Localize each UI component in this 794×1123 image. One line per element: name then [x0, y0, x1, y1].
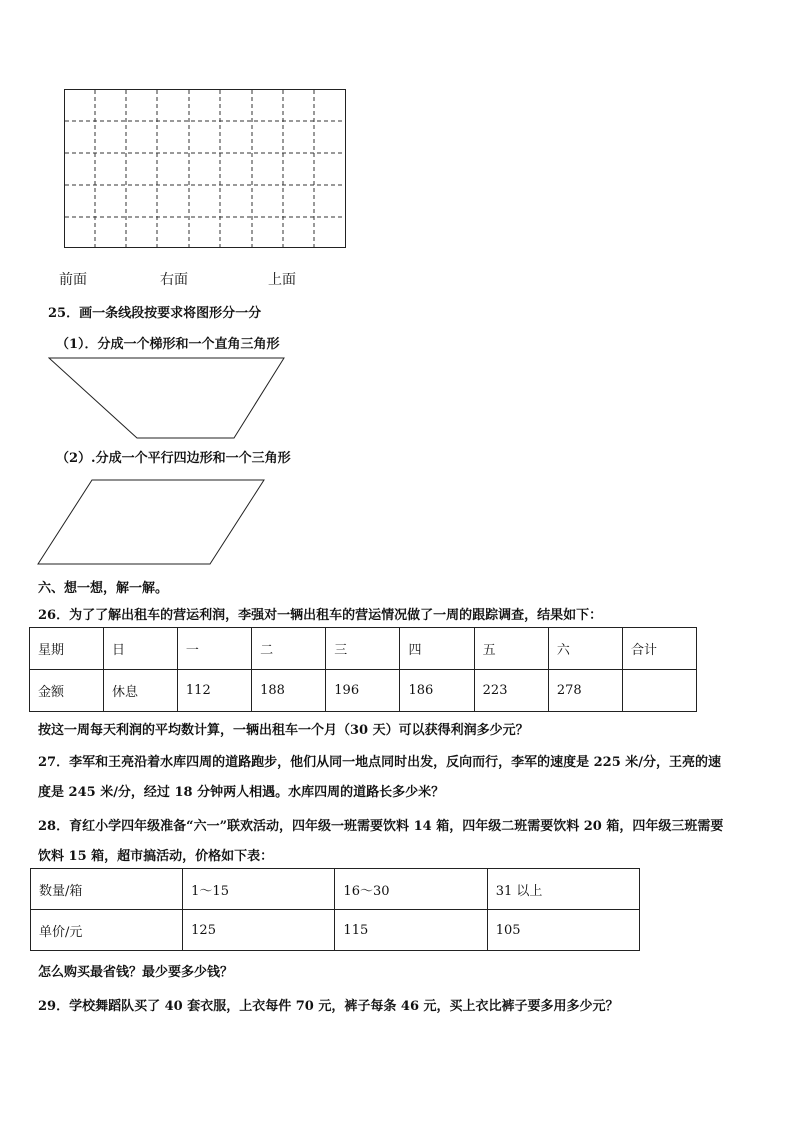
label-top-view: 上面	[268, 272, 296, 288]
table-cell: 278	[548, 670, 622, 712]
table-row	[31, 910, 640, 951]
table-cell: 31 以上	[487, 869, 639, 910]
parallelogram-shape	[38, 480, 264, 564]
trapezoid-shape	[49, 358, 284, 438]
q25-part1: （1）．分成一个梯形和一个直角三角形	[56, 337, 280, 352]
table-cell: 日	[103, 628, 177, 670]
table-cell: 五	[474, 628, 548, 670]
table-cell: 105	[487, 910, 639, 951]
table-cell: 115	[335, 910, 487, 951]
table-row	[30, 670, 697, 712]
table-cell: 196	[326, 670, 400, 712]
label-front-view: 前面	[59, 272, 87, 288]
section-6-title: 六、想一想，解一解。	[38, 581, 169, 596]
grid-border	[65, 90, 346, 248]
table-cell: 1～15	[183, 869, 335, 910]
table-cell: 六	[548, 628, 622, 670]
trapezoid-svg	[48, 356, 288, 442]
table-cell: 二	[252, 628, 326, 670]
price-table	[30, 868, 640, 951]
table-cell: 16～30	[335, 869, 487, 910]
q26-title: 26．为了了解出租车的营运利润，李强对一辆出租车的营运情况做了一周的跟踪调查，结果如下：	[38, 608, 603, 623]
table-cell	[623, 670, 697, 712]
grid-vertical-lines	[95, 90, 314, 247]
q26-question: 按这一周每天利润的平均数计算，一辆出租车一个月（30 天）可以获得利润多少元？	[38, 723, 529, 738]
q28-question: 怎么购买最省钱？最少要多少钱？	[38, 965, 234, 980]
label-right-view: 右面	[160, 272, 188, 288]
table-cell: 188	[252, 670, 326, 712]
table-row	[30, 628, 697, 670]
q28-line2: 饮料 15 箱，超市搞活动，价格如下表：	[38, 849, 274, 864]
q28-line1: 28．育红小学四年级准备“六一”联欢活动，四年级一班需要饮料 14 箱，四年级二班需要饮料 20 箱，四年级三班需要	[38, 819, 724, 834]
table-cell: 星期	[30, 628, 104, 670]
table-cell: 112	[177, 670, 251, 712]
grid-svg	[64, 89, 346, 248]
table-cell: 四	[400, 628, 474, 670]
table-cell: 休息	[103, 670, 177, 712]
q27-line2: 度是 245 米/分，经过 18 分钟两人相遇。水库四周的道路长多少米？	[38, 785, 445, 800]
table-row	[31, 869, 640, 910]
grid-horizontal-lines	[65, 121, 345, 217]
q25-title: 25．画一条线段按要求将图形分一分	[48, 306, 262, 321]
table-cell: 186	[400, 670, 474, 712]
table-cell: 单价/元	[31, 910, 183, 951]
taxi-profit-table	[29, 627, 697, 712]
drawing-grid	[64, 89, 346, 248]
table-cell: 合计	[623, 628, 697, 670]
table-cell: 金额	[30, 670, 104, 712]
table-cell: 125	[183, 910, 335, 951]
q25-part2: （2）.分成一个平行四边形和一个三角形	[56, 451, 291, 466]
trapezoid-figure	[48, 356, 288, 446]
parallelogram-figure	[36, 477, 268, 571]
table-cell: 223	[474, 670, 548, 712]
table-cell: 三	[326, 628, 400, 670]
parallelogram-svg	[36, 477, 268, 567]
table-cell: 一	[177, 628, 251, 670]
table-cell: 数量/箱	[31, 869, 183, 910]
q27-line1: 27．李军和王亮沿着水库四周的道路跑步，他们从同一地点同时出发，反向而行，李军的速度是 225 米/分，王亮的速	[38, 755, 722, 770]
q29-text: 29．学校舞蹈队买了 40 套衣服，上衣每件 70 元，裤子每条 46 元，买上衣比裤子要多用多少元？	[38, 999, 619, 1014]
